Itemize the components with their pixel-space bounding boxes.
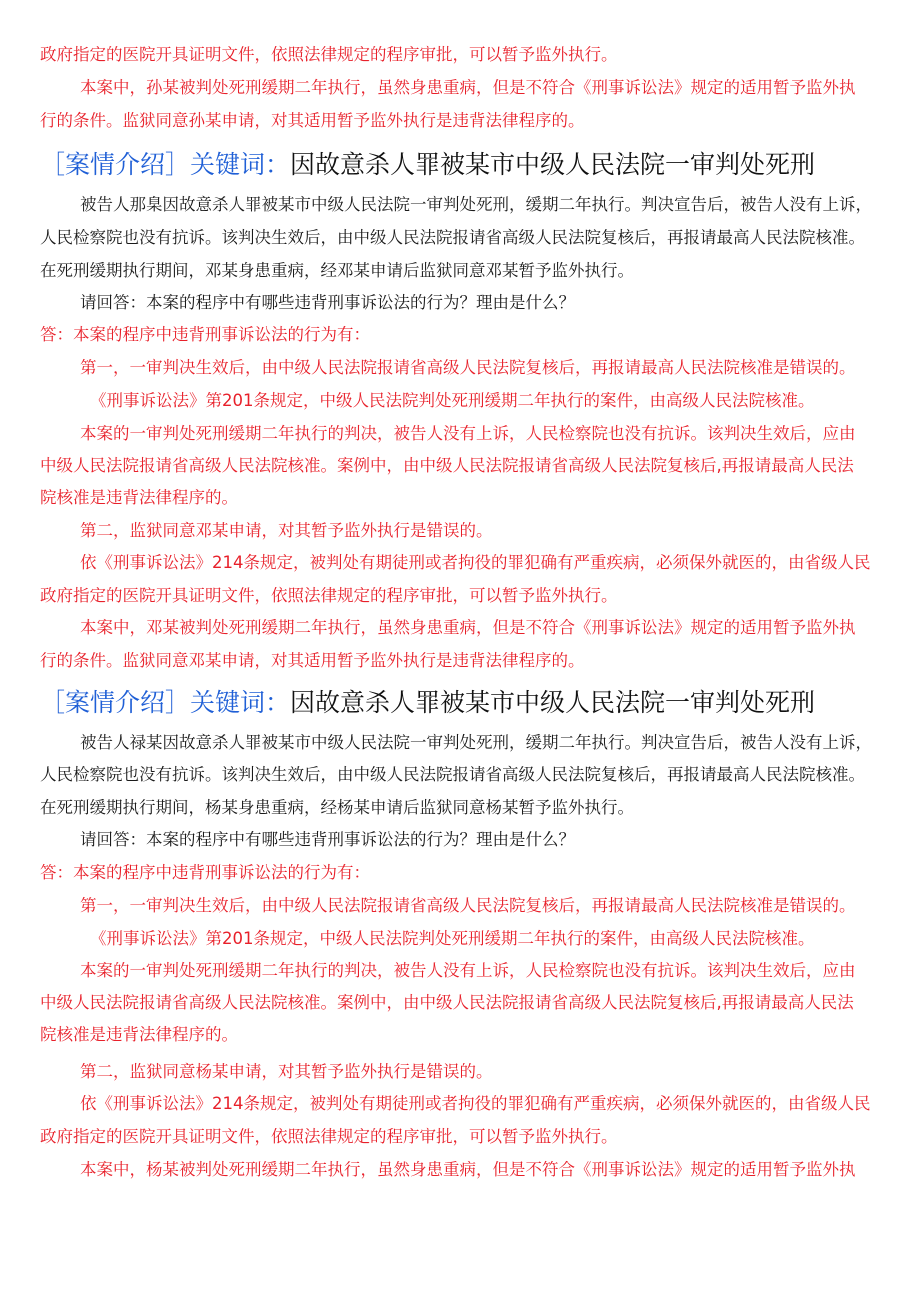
case-heading-title: 因故意杀人罪被某市中级人民法院一审判处死刑 [290, 150, 816, 179]
question-line: 请回答：本案的程序中有哪些违背刑事诉讼法的行为？理由是什么？ [80, 830, 575, 849]
answer-line: 中级人民法院报请省高级人民法院核准。案例中，由中级人民法院报请省高级人民法院复核后,再报请最高人民法 [40, 456, 854, 475]
case-heading [40, 684, 885, 722]
case-text-line: 在死刑缓期执行期间，杨某身患重病，经杨某申请后监狱同意杨某暂予监外执行。 [40, 798, 634, 817]
answer-line: 本案中，邓某被判处死刑缓期二年执行，虽然身患重病，但是不符合《刑事诉讼法》规定的适用暂予监外执 [80, 618, 856, 637]
answer-line: 本案的一审判处死刑缓期二年执行的判决，被告人没有上诉，人民检察院也没有抗诉。该判决生效后，应由 [80, 424, 856, 443]
answer-law-cite: 《刑事诉讼法》第201条规定，中级人民法院判处死刑缓期二年执行的案件，由高级人民法院核准。 [90, 391, 815, 410]
question-line: 请回答：本案的程序中有哪些违背刑事诉讼法的行为？理由是什么？ [80, 293, 575, 312]
answer-point-2: 第二，监狱同意邓某申请，对其暂予监外执行是错误的。 [80, 521, 493, 540]
answer-point-1: 第一，一审判决生效后，由中级人民法院报请省高级人民法院复核后，再报请最高人民法院核准是错误的。 [80, 358, 856, 377]
answer-point-1: 第一，一审判决生效后，由中级人民法院报请省高级人民法院复核后，再报请最高人民法院核准是错误的。 [80, 896, 856, 915]
answer-line: 依《刑事诉讼法》214条规定，被判处有期徒刑或者拘役的罪犯确有严重疾病，必须保外就医的，由省级人民 [80, 553, 871, 572]
case-text-line: 被告人那臬因故意杀人罪被某市中级人民法院一审判处死刑，缓期二年执行。判决宣告后，被告人没有上诉， [80, 195, 872, 214]
answer-law-cite: 《刑事诉讼法》第201条规定，中级人民法院判处死刑缓期二年执行的案件，由高级人民法院核准。 [90, 929, 815, 948]
answer-line: 本案的一审判处死刑缓期二年执行的判决，被告人没有上诉，人民检察院也没有抗诉。该判决生效后，应由 [80, 961, 856, 980]
answer-point-2: 第二，监狱同意杨某申请，对其暂予监外执行是错误的。 [80, 1062, 493, 1081]
answer-line: 政府指定的医院开具证明文件，依照法律规定的程序审批，可以暂予监外执行。 [40, 586, 618, 605]
answer-line: 依《刑事诉讼法》214条规定，被判处有期徒刑或者拘役的罪犯确有严重疾病，必须保外就医的，由省级人民 [80, 1094, 871, 1113]
case-heading-title: 因故意杀人罪被某市中级人民法院一审判处死刑 [290, 688, 816, 717]
answer-line: 政府指定的医院开具证明文件，依照法律规定的程序审批，可以暂予监外执行。 [40, 45, 618, 64]
answer-line: 本案中，杨某被判处死刑缓期二年执行，虽然身患重病，但是不符合《刑事诉讼法》规定的适用暂予监外执 [80, 1160, 856, 1179]
answer-line: 本案中，孙某被判处死刑缓期二年执行，虽然身患重病，但是不符合《刑事诉讼法》规定的适用暂予监外执 [80, 78, 856, 97]
answer-line: 行的条件。监狱同意孙某申请，对其适用暂予监外执行是违背法律程序的。 [40, 111, 585, 130]
case-text-line: 人民检察院也没有抗诉。该判决生效后，由中级人民法院报请省高级人民法院复核后，再报请最高人民法院核准。 [40, 765, 865, 784]
case-text-line: 在死刑缓期执行期间，邓某身患重病，经邓某申请后监狱同意邓某暂予监外执行。 [40, 261, 634, 280]
answer-line: 院核准是违背法律程序的。 [40, 1025, 238, 1044]
case-heading-keyword: 关键词： [190, 150, 291, 179]
answer-line: 政府指定的医院开具证明文件，依照法律规定的程序审批，可以暂予监外执行。 [40, 1127, 618, 1146]
answer-line: 行的条件。监狱同意邓某申请，对其适用暂予监外执行是违背法律程序的。 [40, 651, 585, 670]
case-text-line: 被告人禄某因故意杀人罪被某市中级人民法院一审判处死刑，缓期二年执行。判决宣告后，被告人没有上诉， [80, 733, 872, 752]
answer-intro: 答：本案的程序中违背刑事诉讼法的行为有： [40, 863, 370, 882]
case-heading-keyword: 关键词： [190, 688, 291, 717]
answer-line: 中级人民法院报请省高级人民法院核准。案例中，由中级人民法院报请省高级人民法院复核后,再报请最高人民法 [40, 993, 854, 1012]
answer-line: 院核准是违背法律程序的。 [40, 488, 238, 507]
answer-intro: 答：本案的程序中违背刑事诉讼法的行为有： [40, 325, 370, 344]
case-text-line: 人民检察院也没有抗诉。该判决生效后，由中级人民法院报请省高级人民法院复核后，再报请最高人民法院核准。 [40, 228, 865, 247]
case-heading-tag: ［案情介绍］ [40, 150, 191, 179]
case-heading [40, 146, 885, 184]
case-heading-tag: ［案情介绍］ [40, 688, 191, 717]
